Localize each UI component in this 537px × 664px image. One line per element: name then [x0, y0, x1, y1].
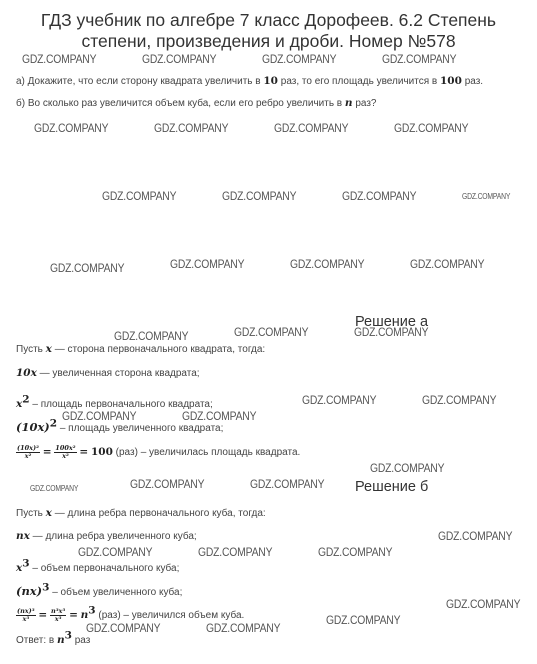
watermark: GDZ.COMPANY — [394, 123, 469, 135]
math-variable: x — [45, 343, 52, 355]
fraction-numerator: (10x)² — [17, 443, 39, 452]
math-exponent: 2 — [22, 393, 30, 406]
watermark: GDZ.COMPANY — [370, 463, 445, 475]
watermark: GDZ.COMPANY — [234, 327, 309, 339]
fraction — [16, 608, 36, 623]
watermark: GDZ.COMPANY — [318, 547, 393, 559]
equals-sign: = — [79, 446, 89, 458]
watermark: GDZ.COMPANY — [422, 395, 497, 407]
solution-b-line-3 — [16, 557, 180, 575]
solution-b-heading: Решение б — [355, 479, 429, 495]
task-b — [16, 97, 376, 110]
math-base: (10x) — [16, 420, 50, 434]
text: — длина ребра увеличенного куба; — [29, 531, 197, 542]
equals-sign: = — [38, 609, 48, 621]
watermark: GDZ.COMPANY — [302, 395, 377, 407]
watermark: GDZ.COMPANY — [78, 547, 153, 559]
watermark: GDZ.COMPANY — [326, 615, 401, 627]
text: – объем увеличенного куба; — [49, 587, 183, 598]
watermark: GDZ.COMPANY — [206, 623, 281, 635]
text: Пусть — [16, 508, 46, 519]
solution-b-line-2 — [16, 530, 197, 543]
watermark: GDZ.COMPANY — [198, 547, 273, 559]
result-base: n — [80, 609, 89, 621]
fraction-numerator: n³x³ — [50, 606, 66, 615]
task-a-text-mid: раз, то его площадь увеличится в — [277, 76, 440, 87]
answer-label: Ответ: в — [16, 635, 58, 646]
text: — длина ребра первоначального куба, тогда: — [51, 508, 266, 519]
task-a-text-end: раз. — [461, 76, 484, 87]
math-expression: 10x — [16, 367, 37, 379]
solution-b-line-1 — [16, 507, 266, 520]
watermark: GDZ.COMPANY — [438, 531, 513, 543]
text: (раз) – увеличился объем куба. — [95, 610, 245, 621]
task-b-variable: n — [344, 97, 353, 109]
equals-sign: = — [42, 446, 52, 458]
text: Пусть — [16, 344, 46, 355]
math-exponent: 2 — [49, 417, 58, 430]
watermark: GDZ.COMPANY — [462, 192, 511, 201]
math-variable: x — [45, 507, 52, 519]
fraction-denominator: x³ — [54, 614, 62, 623]
equals-sign: = — [69, 609, 78, 621]
task-b-text-end: раз? — [352, 98, 377, 109]
fraction — [50, 608, 66, 623]
fraction-numerator: 100x² — [55, 443, 76, 452]
watermark: GDZ.COMPANY — [114, 331, 189, 343]
watermark: GDZ.COMPANY — [382, 54, 457, 66]
math-base: x — [16, 562, 23, 574]
fraction-denominator: x³ — [22, 614, 30, 623]
result-exponent: 3 — [88, 604, 96, 617]
answer — [16, 629, 91, 647]
watermark: GDZ.COMPANY — [222, 191, 297, 203]
solution-a-line-3 — [16, 393, 213, 411]
solution-a-heading: Решение а — [355, 314, 429, 330]
fraction — [54, 445, 76, 460]
text: — увеличенная сторона квадрата; — [36, 368, 200, 379]
answer-exponent: 3 — [64, 629, 72, 642]
math-base: (nx) — [16, 584, 43, 598]
watermark: GDZ.COMPANY — [274, 123, 349, 135]
math-base: x — [16, 398, 23, 410]
watermark: GDZ.COMPANY — [154, 123, 229, 135]
solution-a-line-1 — [16, 343, 265, 356]
task-a-text: а) Докажите, что если сторону квадрата увеличить в — [16, 76, 264, 87]
text: – объем первоначального куба; — [29, 563, 180, 574]
solution-a-line-2 — [16, 367, 200, 380]
watermark: GDZ.COMPANY — [50, 263, 125, 275]
task-a-number: 10 — [263, 75, 278, 87]
watermark: GDZ.COMPANY — [170, 259, 245, 271]
watermark: GDZ.COMPANY — [62, 411, 137, 423]
watermark: GDZ.COMPANY — [86, 623, 161, 635]
watermark: GDZ.COMPANY — [446, 599, 521, 611]
text: (раз) – увеличилась площадь квадрата. — [112, 447, 301, 458]
answer-text: раз — [71, 635, 91, 646]
watermark: GDZ.COMPANY — [30, 484, 79, 493]
task-b-text: б) Во сколько раз увеличится объем куба, если его ребро увеличить в — [16, 98, 345, 109]
math-exponent: 3 — [42, 581, 50, 594]
watermark: GDZ.COMPANY — [354, 327, 429, 339]
watermark: GDZ.COMPANY — [34, 123, 109, 135]
solution-b-line-4 — [16, 581, 183, 599]
text: – площадь первоначального квадрата; — [29, 399, 213, 410]
result: 100 — [90, 446, 113, 458]
watermark: GDZ.COMPANY — [262, 54, 337, 66]
task-a — [16, 75, 483, 88]
watermark: GDZ.COMPANY — [290, 259, 365, 271]
watermark: GDZ.COMPANY — [342, 191, 417, 203]
task-a-number-2: 100 — [440, 75, 462, 87]
text: — сторона первоначального квадрата, тогда: — [51, 344, 266, 355]
page-title: ГДЗ учебник по алгебре 7 класс Дорофеев. 6.2 Степень степени, произведения и дроби. Номер №578 — [40, 10, 497, 51]
fraction — [16, 445, 40, 460]
fraction-numerator: (nx)³ — [17, 606, 35, 615]
fraction-denominator: x² — [62, 451, 69, 460]
watermark: GDZ.COMPANY — [182, 411, 257, 423]
math-exponent: 3 — [22, 557, 30, 570]
watermark: GDZ.COMPANY — [410, 259, 485, 271]
watermark: GDZ.COMPANY — [102, 191, 177, 203]
answer-base: n — [57, 634, 65, 646]
math-expression: nx — [16, 530, 30, 542]
watermark: GDZ.COMPANY — [250, 479, 325, 491]
text: – площадь увеличенного квадрата; — [57, 423, 224, 434]
watermark: GDZ.COMPANY — [130, 479, 205, 491]
fraction-denominator: x² — [24, 451, 32, 460]
watermark: GDZ.COMPANY — [142, 54, 217, 66]
solution-a-line-5 — [16, 441, 300, 464]
watermark: GDZ.COMPANY — [22, 54, 97, 66]
